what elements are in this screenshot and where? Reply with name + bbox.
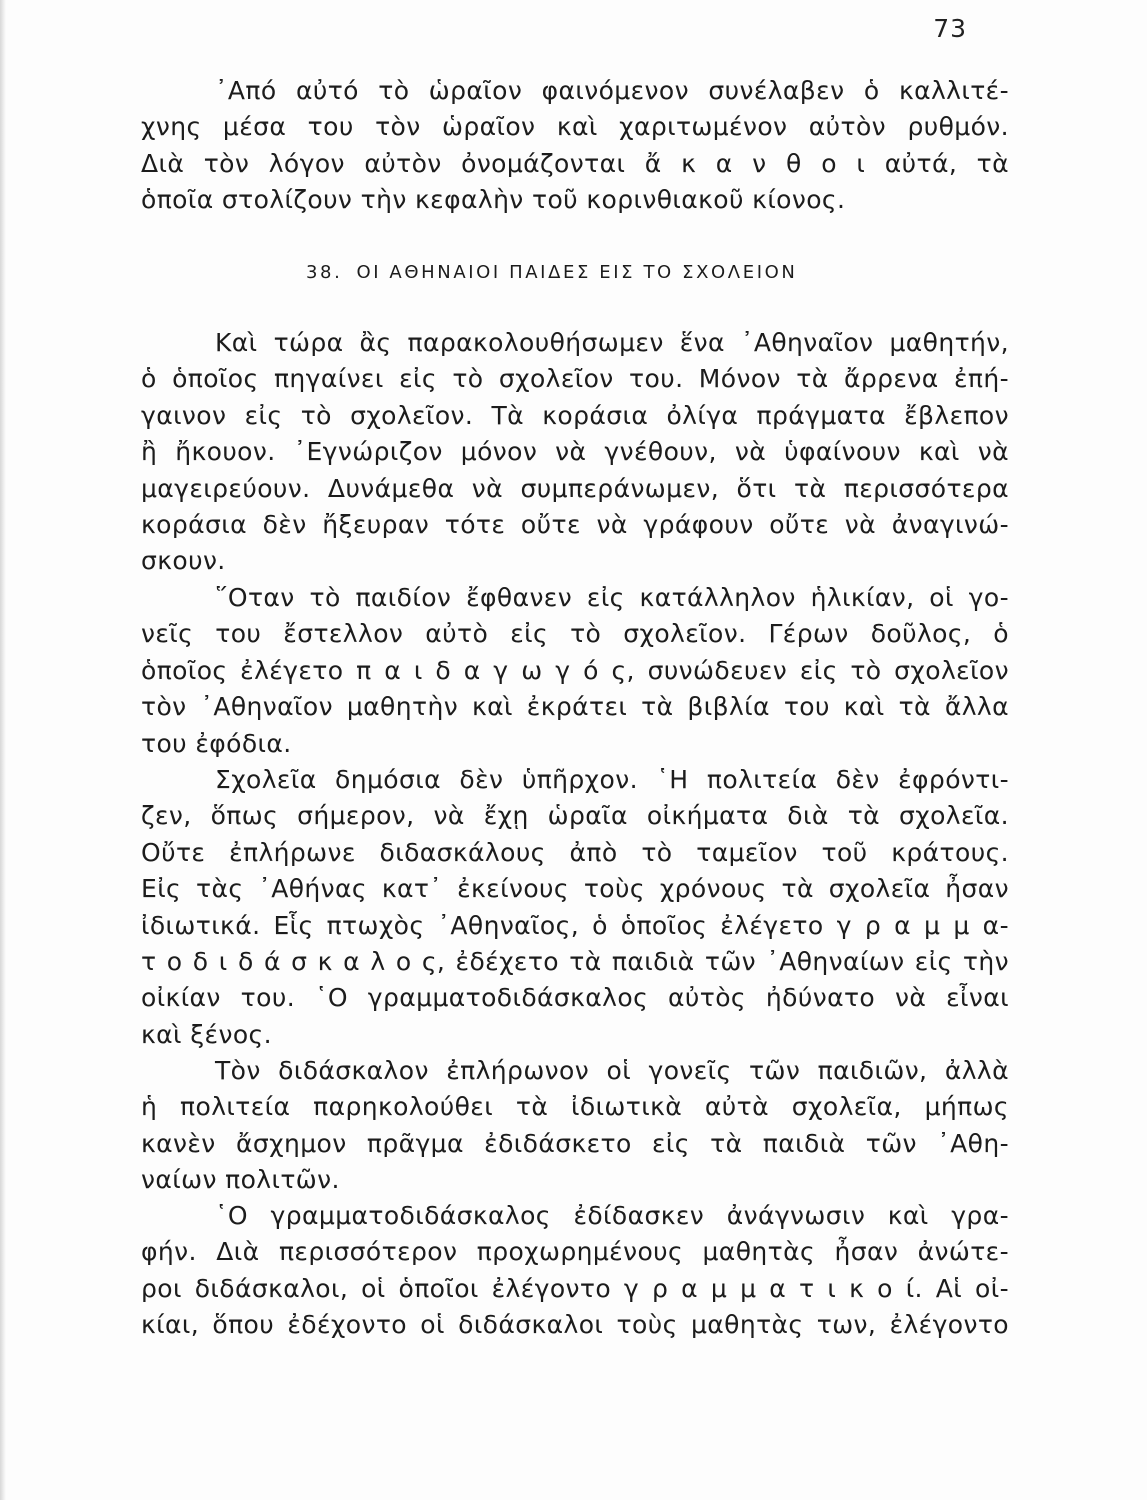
section-heading [306,262,797,283]
text-line: Τὸν διδάσκαλον ἐπλήρωνον οἱ γονεῖς τῶν παιδιῶν, ἀλλὰ [215,1056,1009,1085]
text-line: ὁποῖα στολίζουν τὴν κεφαλὴν τοῦ κορινθιακοῦ κίονος. [141,185,846,215]
text-line: κίαι, ὅπου ἐδέχοντο οἱ διδάσκαλοι τοὺς μαθητὰς των, ἐλέγοντο [141,1310,1009,1340]
text-line: ὁ ὁποῖος πηγαίνει εἰς τὸ σχολεῖον του. Μόνον τὰ ἄρρενα ἐπή- [141,364,1009,394]
text-line: Εἰς τὰς ᾿Αθήνας κατ᾿ ἐκείνους τοὺς χρόνους τὰ σχολεῖα ἦσαν [141,874,1009,904]
text-line: φήν. Διὰ περισσότερον προχωρημένους μαθητὰς ἦσαν ἀνώτε- [141,1237,1009,1267]
paragraph [141,762,1009,1053]
section-number: 38. [306,262,343,283]
text-line: κοράσια δὲν ἤξευραν τότε οὔτε νὰ γράφουν οὔτε νὰ ἀναγινώ- [141,509,1009,539]
intro-paragraph [141,73,1009,219]
text-line: ἰδιωτικά. Εἷς πτωχὸς ᾿Αθηναῖος, ὁ ὁποῖος ἐλέγετο γ ρ α μ μ α- [141,910,1009,940]
text-line: Σχολεῖα δημόσια δὲν ὑπῆρχον. ῾Η πολιτεία δὲν ἐφρόντι- [215,765,1009,794]
page-number: 73 [933,14,967,43]
text-line: κανὲν ἄσχημον πρᾶγμα ἐδιδάσκετο εἰς τὰ παιδιὰ τῶν ᾿Αθη- [141,1128,1009,1158]
text-line: σκουν. [141,546,226,576]
text-line: ῾Ο γραμματοδιδάσκαλος ἐδίδασκεν ἀνάγνωσιν καὶ γρα- [215,1201,1009,1230]
text-line: Διὰ τὸν λόγον αὐτὸν ὀνομάζονται ἄ κ α ν θ ο ι αὐτά, τὰ [141,148,1009,178]
text-line: μαγειρεύουν. Δυνάμεθα νὰ συμπεράνωμεν, ὅτι τὰ περισσότερα [141,473,1009,503]
text-line: Οὔτε ἐπλήρωνε διδασκάλους ἀπὸ τὸ ταμεῖον τοῦ κράτους. [141,837,1009,867]
text-line: Καὶ τώρα ἂς παρακολουθήσωμεν ἕνα ᾿Αθηναῖον μαθητήν, [215,328,1009,357]
text-line: γαινον εἰς τὸ σχολεῖον. Τὰ κοράσια ὀλίγα πράγματα ἔβλεπον [141,400,1009,430]
scan-edge-shadow [0,0,6,1500]
text-line: ἡ πολιτεία παρηκολούθει τὰ ἰδιωτικὰ αὐτὰ σχολεῖα, μήπως [141,1092,1009,1122]
text-line: καὶ ξένος. [141,1019,272,1049]
text-line: ᾿Από αὐτό τὸ ὡραῖον φαινόμενον συνέλαβεν ὁ καλλιτέ- [215,76,1009,105]
text-line: ἢ ἤκουον. ᾿Εγνώριζον μόνον νὰ γνέθουν, νὰ ὑφαίνουν καὶ νὰ [141,437,1009,467]
text-line: τ ο δ ι δ ά σ κ α λ ο ς, ἐδέχετο τὰ παιδιὰ τῶν ᾿Αθηναίων εἰς τὴν [141,946,1009,976]
text-line: ναίων πολιτῶν. [141,1165,340,1195]
text-line: ζεν, ὅπως σήμερον, νὰ ἔχῃ ὡραῖα οἰκήματα διὰ τὰ σχολεῖα. [141,801,1009,831]
text-line: ὁποῖος ἐλέγετο π α ι δ α γ ω γ ό ς, συνώδευεν εἰς τὸ σχολεῖον [141,655,1009,685]
text-line: του ἐφόδια. [141,728,292,758]
paragraph [141,1198,1009,1344]
text-line: νεῖς του ἔστελλον αὐτὸ εἰς τὸ σχολεῖον. Γέρων δοῦλος, ὁ [141,619,1009,649]
paragraph [141,580,1009,762]
paragraph [141,1053,1009,1199]
text-line: οἰκίαν του. ῾Ο γραμματοδιδάσκαλος αὐτὸς ἠδύνατο νὰ εἶναι [141,983,1009,1013]
text-line: ῞Οταν τὸ παιδίον ἔφθανεν εἰς κατάλληλον ἡλικίαν, οἱ γο- [215,583,1009,612]
text-line: ροι διδάσκαλοι, οἱ ὁποῖοι ἐλέγοντο γ ρ α μ μ α τ ι κ ο ί. Αἱ οἰ- [141,1273,1009,1303]
section-title: ΟΙ ΑΘΗΝΑΙΟΙ ΠΑΙΔΕΣ ΕΙΣ ΤΟ ΣΧΟΛΕΙΟΝ [356,262,798,283]
text-line: χνης μέσα του τὸν ὡραῖον καὶ χαριτωμένον αὐτὸν ρυθμόν. [141,112,1009,142]
paragraph [141,325,1009,580]
text-line: τὸν ᾿Αθηναῖον μαθητὴν καὶ ἐκράτει τὰ βιβλία του καὶ τὰ ἄλλα [141,692,1009,722]
